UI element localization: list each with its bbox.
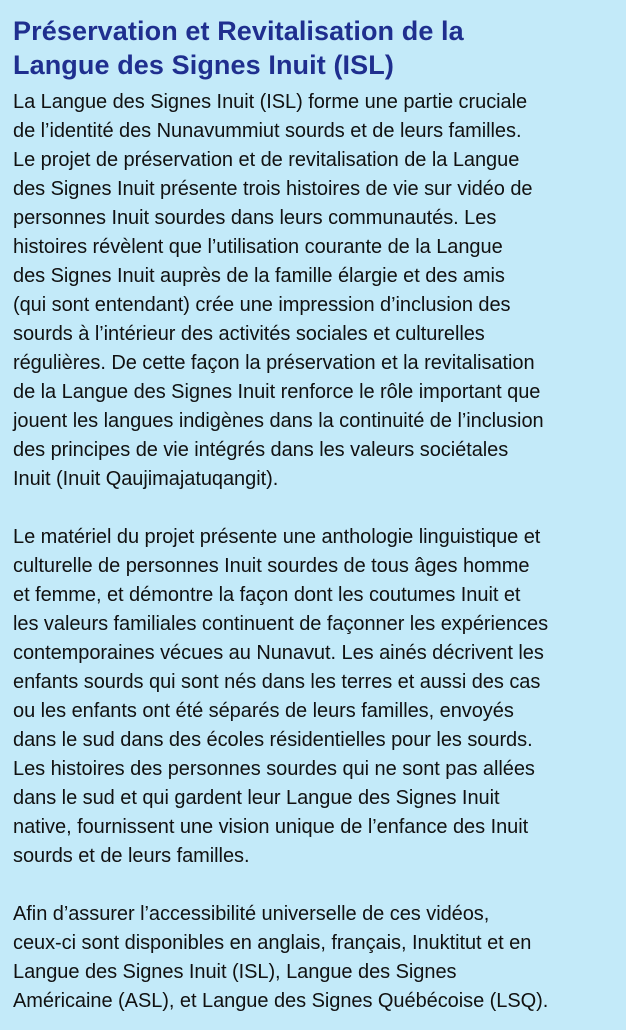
paragraph-line: sourds à l’intérieur des activités sociales et culturelles — [13, 323, 485, 345]
paragraph-line: et femme, et démontre la façon dont les coutumes Inuit et — [13, 584, 521, 606]
paragraph-1 — [13, 88, 612, 494]
paragraph-line: contemporaines vécues au Nunavut. Les ainés décrivent les — [13, 642, 544, 664]
paragraph-line: de l’identité des Nunavummiut sourds et de leurs familles. — [13, 120, 522, 142]
paragraph-line: régulières. De cette façon la préservation et la revitalisation — [13, 352, 535, 374]
paragraph-line: (qui sont entendant) crée une impression d’inclusion des — [13, 294, 511, 316]
paragraph-line: des Signes Inuit présente trois histoires de vie sur vidéo de — [13, 178, 533, 200]
paragraph-line: Le matériel du projet présente une anthologie linguistique et — [13, 526, 541, 548]
paragraph-line: Inuit (Inuit Qaujimajatuqangit). — [13, 468, 279, 490]
paragraph-line: de la Langue des Signes Inuit renforce le rôle important que — [13, 381, 541, 403]
page-title — [13, 14, 612, 82]
paragraph-line: culturelle de personnes Inuit sourdes de tous âges homme — [13, 555, 530, 577]
paragraph-line: Les histoires des personnes sourdes qui ne sont pas allées — [13, 758, 535, 780]
paragraph-line: histoires révèlent que l’utilisation courante de la Langue — [13, 236, 503, 258]
paragraph-line: sourds et de leurs familles. — [13, 845, 250, 867]
title-line-1: Préservation et Revitalisation de la — [13, 16, 464, 46]
paragraph-2 — [13, 523, 612, 871]
paragraph-line: ceux-ci sont disponibles en anglais, français, Inuktitut et en — [13, 932, 532, 954]
paragraph-line: des Signes Inuit auprès de la famille élargie et des amis — [13, 265, 505, 287]
paragraph-line: Afin d’assurer l’accessibilité universelle de ces vidéos, — [13, 903, 490, 925]
body-text — [13, 88, 612, 1016]
title-line-2: Langue des Signes Inuit (ISL) — [13, 50, 394, 80]
paragraph-3 — [13, 900, 612, 1016]
paragraph-line: dans le sud et qui gardent leur Langue des Signes Inuit — [13, 787, 500, 809]
paragraph-line: Langue des Signes Inuit (ISL), Langue des Signes — [13, 961, 457, 983]
paragraph-line: Américaine (ASL), et Langue des Signes Québécoise (LSQ). — [13, 990, 549, 1012]
paragraph-line: jouent les langues indigènes dans la continuité de l’inclusion — [13, 410, 544, 432]
paragraph-line: Le projet de préservation et de revitalisation de la Langue — [13, 149, 520, 171]
paragraph-line: native, fournissent une vision unique de l’enfance des Inuit — [13, 816, 529, 838]
paragraph-line: personnes Inuit sourdes dans leurs communautés. Les — [13, 207, 497, 229]
paragraph-line: des principes de vie intégrés dans les valeurs sociétales — [13, 439, 509, 461]
paragraph-line: enfants sourds qui sont nés dans les terres et aussi des cas — [13, 671, 541, 693]
paragraph-line: dans le sud dans des écoles résidentielles pour les sourds. — [13, 729, 533, 751]
paragraph-line: ou les enfants ont été séparés de leurs familles, envoyés — [13, 700, 514, 722]
paragraph-line: La Langue des Signes Inuit (ISL) forme une partie cruciale — [13, 91, 528, 113]
paragraph-line: les valeurs familiales continuent de façonner les expériences — [13, 613, 549, 635]
